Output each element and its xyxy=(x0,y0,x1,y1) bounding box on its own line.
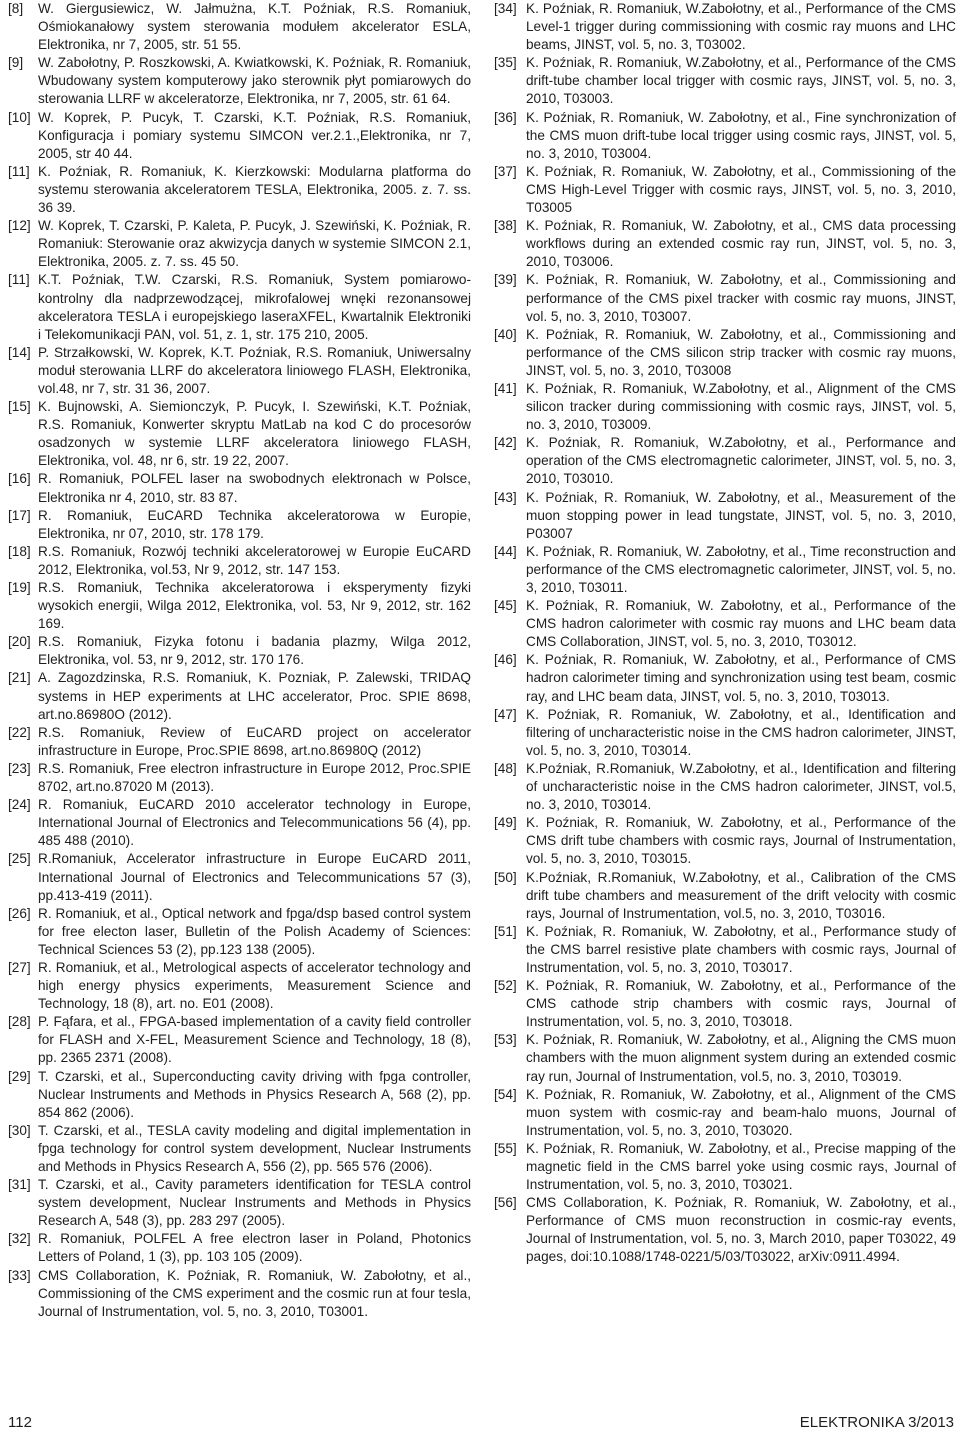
reference-text: K. Poźniak, R. Romaniuk, W. Zabołotny, et al., Performance of the CMS hadron calorimeter with cosmic ray muons and LHC beam data CMS Collaboration, JINST, vol. 5, no. 3, 2010, T03012. xyxy=(526,598,956,650)
reference-item xyxy=(8,163,471,217)
reference-item xyxy=(494,434,956,488)
reference-number: [49] xyxy=(494,815,517,831)
reference-item xyxy=(494,597,956,651)
reference-number: [17] xyxy=(8,507,31,523)
reference-number: [44] xyxy=(494,543,517,559)
reference-text: T. Czarski, et al., TESLA cavity modeling and digital implementation in fpga technology for control system development, Nuclear Instruments and Methods in Physics Research A, 556 (2), pp. 565 576 (2006). xyxy=(38,1122,471,1174)
journal-issue: ELEKTRONIKA 3/2013 xyxy=(799,1414,954,1431)
reference-text: R.S. Romaniuk, Rozwój techniki akceleratorowej w Europie EuCARD 2012, Elektronika, vol.53, Nr 9, 2012, str. 147 153. xyxy=(38,543,471,577)
reference-item xyxy=(8,109,471,163)
reference-item xyxy=(494,923,956,977)
reference-text: R. Romaniuk, et al., Metrological aspects of accelerator technology and high energy physics experiments, Measurement Science and Technology, 18 (8), art. no. E01 (2008). xyxy=(38,959,471,1012)
reference-item xyxy=(8,796,471,850)
reference-number: [51] xyxy=(494,923,517,939)
reference-number: [22] xyxy=(8,724,31,740)
reference-text: CMS Collaboration, K. Poźniak, R. Romaniuk, W. Zabołotny, et al., Performance of CMS muon reconstruction in cosmic-ray events, Journal of Instrumentation, vol. 5, no. 3, March 2010, paper T03022, 49 pages, doi:10.1088/1748-0221/5/03/T03022, arXiv:0911.4994. xyxy=(526,1195,956,1265)
reference-item xyxy=(494,706,956,760)
reference-text: K. Poźniak, R. Romaniuk, W. Zabołotny, et al., Performance of the CMS drift tube chambers with cosmic rays, Journal of Instrumentation, vol. 5, no. 3, 2010, T03015. xyxy=(526,815,956,867)
reference-text: K. Bujnowski, A. Siemionczyk, P. Pucyk, I. Szewiński, K.T. Poźniak, R.S. Romaniuk, Konwerter skryptu MatLab na kod C do procesorów osadzonych w systemie LLRF akceleratora liniowego FLASH, Elektronika, vol. 48, nr 6, str. 19 22, 2007. xyxy=(38,399,471,469)
reference-text: R.S. Romaniuk, Review of EuCARD project on accelerator infrastructure in Europe, Proc.SPIE 8698, art.no.86980Q (2012) xyxy=(38,724,471,758)
reference-text: R.S. Romaniuk, Free electron infrastructure in Europe 2012, Proc.SPIE 8702, art.no.87020 M (2013). xyxy=(38,760,471,795)
reference-number: [34] xyxy=(494,1,517,16)
reference-number: [32] xyxy=(8,1231,31,1247)
reference-number: [11] xyxy=(8,272,30,288)
reference-item xyxy=(494,1031,956,1085)
reference-text: R.S. Romaniuk, Fizyka fotonu i badania plazmy, Wilga 2012, Elektronika, vol. 53, nr 9, 2012, str. 170 176. xyxy=(38,634,471,668)
reference-number: [25] xyxy=(8,851,31,867)
reference-item xyxy=(8,1068,471,1122)
reference-number: [30] xyxy=(8,1122,31,1138)
reference-item xyxy=(8,1230,471,1266)
references-right-column xyxy=(494,0,956,1267)
reference-text: R. Romaniuk, POLFEL A free electron laser in Poland, Photonics Letters of Poland, 1 (3), pp. 103 105 (2009). xyxy=(38,1231,471,1265)
references-left-column xyxy=(8,0,471,1321)
reference-item xyxy=(8,543,471,579)
reference-number: [29] xyxy=(8,1068,31,1084)
reference-text: A. Zagozdzinska, R.S. Romaniuk, K. Pozniak, P. Zalewski, TRIDAQ systems in HEP experiments at LHC accelerator, Proc. SPIE 8698, art.no.86980O (2012). xyxy=(38,670,471,722)
reference-number: [16] xyxy=(8,471,31,487)
reference-item xyxy=(494,380,956,434)
reference-number: [19] xyxy=(8,580,31,595)
reference-text: R. Romaniuk, POLFEL laser na swobodnych elektronach w Polsce, Elektronika nr 4, 2010, str. 83 87. xyxy=(38,471,471,505)
reference-item xyxy=(8,271,471,343)
reference-text: R. Romaniuk, EuCARD Technika akceleratorowa w Europie, Elektronika, nr 07, 2010, str. 178 179. xyxy=(38,507,471,541)
reference-text: K. Poźniak, R. Romaniuk, W. Zabołotny, et al., Performance of the CMS cathode strip chambers with cosmic rays, Journal of Instrumentation, vol. 5, no. 3, 2010, T03018. xyxy=(526,978,956,1030)
reference-number: [52] xyxy=(494,978,517,994)
reference-number: [33] xyxy=(8,1267,31,1283)
reference-text: R. Romaniuk, EuCARD 2010 accelerator technology in Europe, International Journal of Electronics and Telecommunications 56 (4), pp. 485 488 (2010). xyxy=(38,797,471,849)
reference-number: [36] xyxy=(494,109,517,125)
reference-number: [45] xyxy=(494,598,517,614)
reference-number: [27] xyxy=(8,959,31,975)
reference-text: K.T. Poźniak, T.W. Czarski, R.S. Romaniuk, System pomiarowo-kontrolny dla nadprzewodzącej, mikrofalowej wnęki rezonansowej akceleratora TESLA i europejskiego laseraXFEL, Kwartalnik Elektroniki i Telekomunikacji PAN, vol. 51, z. 1, str. 175 210, 2005. xyxy=(38,272,471,342)
reference-number: [56] xyxy=(494,1195,517,1211)
reference-item xyxy=(8,905,471,959)
reference-number: [28] xyxy=(8,1014,31,1030)
reference-number: [41] xyxy=(494,380,517,396)
reference-item xyxy=(494,760,956,814)
reference-number: [42] xyxy=(494,435,517,451)
reference-item xyxy=(8,0,471,54)
reference-number: [43] xyxy=(494,489,517,505)
reference-number: [37] xyxy=(494,163,517,179)
reference-number: [8] xyxy=(8,1,24,16)
reference-text: K. Poźniak, R. Romaniuk, W.Zabołotny, et al., Performance and operation of the CMS electromagnetic calorimeter, JINST, vol. 5, no. 3, 2010, T03010. xyxy=(526,435,956,487)
reference-number: [50] xyxy=(494,869,517,885)
reference-text: K. Poźniak, R. Romaniuk, W.Zabołotny, et al., Performance of the CMS drift-tube chamber local trigger with cosmic rays, JINST, vol. 5, no. 3, 2010, T03003. xyxy=(526,55,956,107)
reference-item xyxy=(8,398,471,470)
reference-item xyxy=(494,977,956,1031)
reference-item xyxy=(494,163,956,217)
reference-item xyxy=(8,1176,471,1230)
reference-item xyxy=(8,344,471,398)
reference-text: K. Poźniak, R. Romaniuk, W. Zabołotny, et al., Fine synchronization of the CMS muon drift-tube local trigger using cosmic rays, JINST, vol. 5, no. 3, 2010, T03004. xyxy=(526,109,956,161)
reference-item xyxy=(494,1140,956,1194)
reference-item xyxy=(8,217,471,271)
reference-item xyxy=(8,507,471,543)
reference-text: K. Poźniak, R. Romaniuk, W. Zabołotny, et al., Identification and filtering of uncharacteristic noise in the CMS hadron calorimeter, JINST, vol. 5, no. 3, 2010, T03014. xyxy=(526,706,956,758)
reference-number: [20] xyxy=(8,634,31,650)
reference-text: R.Romaniuk, Accelerator infrastructure in Europe EuCARD 2011, International Journal of Electronics and Telecommunications 57 (3), pp.413-419 (2011). xyxy=(38,851,471,903)
reference-item xyxy=(8,760,471,796)
reference-item xyxy=(8,633,471,669)
reference-text: K. Poźniak, R. Romaniuk, K. Kierzkowski: Modularna platforma do systemu sterowania akceleratorem TESLA, Elektronika, 2005. z. 7. ss. 36 39. xyxy=(38,163,471,216)
reference-number: [9] xyxy=(8,55,24,71)
reference-item xyxy=(494,271,956,325)
reference-number: [40] xyxy=(494,326,517,342)
reference-number: [24] xyxy=(8,797,31,813)
reference-text: R. Romaniuk, et al., Optical network and fpga/dsp based control system for free electon laser, Bulletin of the Polish Academy of Sciences: Technical Sciences 53 (2), pp.123 138 (2005). xyxy=(38,905,471,957)
reference-text: W. Koprek, P. Pucyk, T. Czarski, K.T. Poźniak, R.S. Romaniuk, Konfiguracja i pomiary systemu SIMCON ver.2.1.,Elektronika, nr 7, 2005, str 40 44. xyxy=(38,109,471,161)
reference-item xyxy=(8,470,471,506)
reference-item xyxy=(494,109,956,163)
reference-text: K. Poźniak, R. Romaniuk, W. Zabołotny, et al., Commissioning of the CMS High-Level Trigger with cosmic rays, JINST, vol. 5, no. 3, 2010, T03005 xyxy=(526,163,956,216)
reference-number: [35] xyxy=(494,55,517,71)
reference-number: [31] xyxy=(8,1177,31,1193)
reference-number: [12] xyxy=(8,218,31,234)
reference-item xyxy=(494,489,956,543)
reference-text: P. Fąfara, et al., FPGA-based implementation of a cavity field controller for FLASH and X-FEL, Measurement Science and Technology, 18 (8), pp. 2365 2371 (2008). xyxy=(38,1014,471,1066)
reference-number: [14] xyxy=(8,344,31,360)
reference-text: K. Poźniak, R. Romaniuk, W.Zabołotny, et al., Alignment of the CMS silicon tracker during commissioning with cosmic rays, JINST, vol. 5, no. 3, 2010, T03009. xyxy=(526,380,956,433)
reference-number: [21] xyxy=(8,670,31,686)
reference-text: K. Poźniak, R. Romaniuk, W. Zabołotny, et al., Time reconstruction and performance of the CMS electromagnetic calorimeter, JINST, vol. 5, no. 3, 2010, T03011. xyxy=(526,543,956,595)
reference-text: P. Strzałkowski, W. Koprek, K.T. Poźniak, R.S. Romaniuk, Uniwersalny moduł sterowania LLRF do akceleratora liniowego FLASH, Elektronika, vol.48, nr 7, str. 31 36, 2007. xyxy=(38,344,471,396)
reference-item xyxy=(8,1267,471,1321)
reference-number: [18] xyxy=(8,543,31,559)
reference-item xyxy=(494,1086,956,1140)
reference-text: W. Koprek, T. Czarski, P. Kaleta, P. Pucyk, J. Szewiński, K. Poźniak, R. Romaniuk: Sterowanie oraz akwizycja danych w systemie SIMCON 2.1, Elektronika, 2005. z. 7. ss. 45 50. xyxy=(38,218,471,270)
reference-text: K. Poźniak, R. Romaniuk, W. Zabołotny, et al., Commissioning and performance of the CMS silicon strip tracker with cosmic ray muons, JINST, vol. 5, no. 3, 2010, T03008 xyxy=(526,326,956,378)
reference-number: [55] xyxy=(494,1140,517,1156)
reference-text: K.Poźniak, R.Romaniuk, W.Zabołotny, et al., Identification and filtering of uncharacteristic noise in the CMS hadron calorimeter, JINST, vol.5, no. 3, 2010, T03014. xyxy=(526,760,956,813)
reference-text: K.Poźniak, R.Romaniuk, W.Zabołotny, et al., Calibration of the CMS drift tube chambers and measurement of the drift velocity with cosmic rays, Journal of Instrumentation, vol.5, no. 3, 2010, T03016. xyxy=(526,869,956,921)
page-number: 112 xyxy=(8,1414,32,1431)
reference-item xyxy=(8,724,471,760)
reference-item xyxy=(494,869,956,923)
reference-item xyxy=(8,959,471,1013)
reference-text: K. Poźniak, R. Romaniuk, W. Zabołotny, et al., CMS data processing workflows during an extended cosmic ray run, JINST, vol. 5, no. 3, 2010, T03006. xyxy=(526,218,956,270)
reference-text: T. Czarski, et al., Cavity parameters identification for TESLA control system development, Nuclear Instruments and Methods in Physics Research A, 548 (3), pp. 283 297 (2005). xyxy=(38,1177,471,1229)
reference-item xyxy=(494,1194,956,1266)
reference-text: K. Poźniak, R. Romaniuk, W. Zabołotny, et al., Performance study of the CMS barrel resistive plate chambers with cosmic rays, Journal of Instrumentation, vol. 5, no. 3, 2010, T03017. xyxy=(526,923,956,975)
reference-text: K. Poźniak, R. Romaniuk, W. Zabołotny, et al., Precise mapping of the magnetic field in the CMS barrel yoke using cosmic rays, Journal of Instrumentation, vol. 5, no. 3, 2010, T03021. xyxy=(526,1140,956,1193)
reference-number: [47] xyxy=(494,706,517,722)
reference-text: W. Giergusiewicz, W. Jałmużna, K.T. Poźniak, R.S. Romaniuk, Ośmiokanałowy system sterowania modułem akcelerator ESLA, Elektronika, nr 7, 2005, str. 51 55. xyxy=(38,1,471,53)
reference-number: [10] xyxy=(8,109,31,125)
reference-number: [48] xyxy=(494,760,517,776)
reference-number: [39] xyxy=(494,272,517,288)
reference-text: K. Poźniak, R. Romaniuk, W. Zabołotny, et al., Alignment of the CMS muon system with cosmic-ray and beam-halo muons, Journal of Instrumentation, vol. 5, no. 3, 2010, T03020. xyxy=(526,1086,956,1138)
reference-item xyxy=(8,1122,471,1176)
reference-item xyxy=(494,217,956,271)
reference-text: K. Poźniak, R. Romaniuk, W. Zabołotny, et al., Commissioning and performance of the CMS pixel tracker with cosmic ray muons, JINST, vol. 5, no. 3, 2010, T03007. xyxy=(526,272,956,324)
reference-text: T. Czarski, et al., Superconducting cavity driving with fpga controller, Nuclear Instruments and Methods in Physics Research A, 568 (2), pp. 854 862 (2006). xyxy=(38,1068,471,1120)
reference-item xyxy=(494,814,956,868)
reference-item xyxy=(8,669,471,723)
reference-number: [54] xyxy=(494,1086,517,1102)
reference-text: K. Poźniak, R. Romaniuk, W.Zabołotny, et al., Performance of the CMS Level-1 trigger during commissioning with cosmic ray muons and LHC beams, JINST, vol. 5, no. 3, T03002. xyxy=(526,1,956,53)
reference-text: R.S. Romaniuk, Technika akceleratorowa i eksperymenty fizyki wysokich energii, Wilga 2012, Elektronika, vol. 53, Nr 9, 2012, str. 162 169. xyxy=(38,580,471,632)
reference-text: K. Poźniak, R. Romaniuk, W. Zabołotny, et al., Measurement of the muon stopping power in lead tungstate, JINST, vol. 5, no. 3, 2010, P03007 xyxy=(526,489,956,541)
reference-item xyxy=(494,0,956,54)
reference-item xyxy=(8,850,471,904)
reference-text: W. Zabołotny, P. Roszkowski, A. Kwiatkowski, K. Poźniak, R. Romaniuk, Wbudowany system komputerowy jako sterownik płyt pomiarowych do sterowania LLRF w akceleratorze, Elektronika, nr 7, 2005, str. 61 64. xyxy=(38,55,471,107)
reference-number: [53] xyxy=(494,1032,517,1048)
reference-text: K. Poźniak, R. Romaniuk, W. Zabołotny, et al., Performance of CMS hadron calorimeter timing and synchronization using test beam, cosmic ray, and LHC beam data, JINST, vol. 5, no. 3, 2010, T03013. xyxy=(526,652,956,704)
reference-item xyxy=(8,579,471,633)
reference-number: [38] xyxy=(494,218,517,234)
reference-number: [15] xyxy=(8,399,31,415)
reference-item xyxy=(8,1013,471,1067)
reference-item xyxy=(494,326,956,380)
reference-item xyxy=(494,543,956,597)
reference-text: CMS Collaboration, K. Poźniak, R. Romaniuk, W. Zabołotny, et al., Commissioning of the CMS experiment and the cosmic run at four tesla, Journal of Instrumentation, vol. 5, no. 3, 2010, T03001. xyxy=(38,1267,471,1319)
reference-text: K. Poźniak, R. Romaniuk, W. Zabołotny, et al., Aligning the CMS muon chambers with the muon alignment system during an extended cosmic ray run, Journal of Instrumentation, vol.5, no. 3, 2010, T03019. xyxy=(526,1032,956,1084)
reference-item xyxy=(494,651,956,705)
reference-item xyxy=(494,54,956,108)
reference-number: [11] xyxy=(8,163,30,179)
reference-number: [46] xyxy=(494,652,517,668)
reference-number: [23] xyxy=(8,760,31,776)
reference-item xyxy=(8,54,471,108)
reference-number: [26] xyxy=(8,905,31,921)
